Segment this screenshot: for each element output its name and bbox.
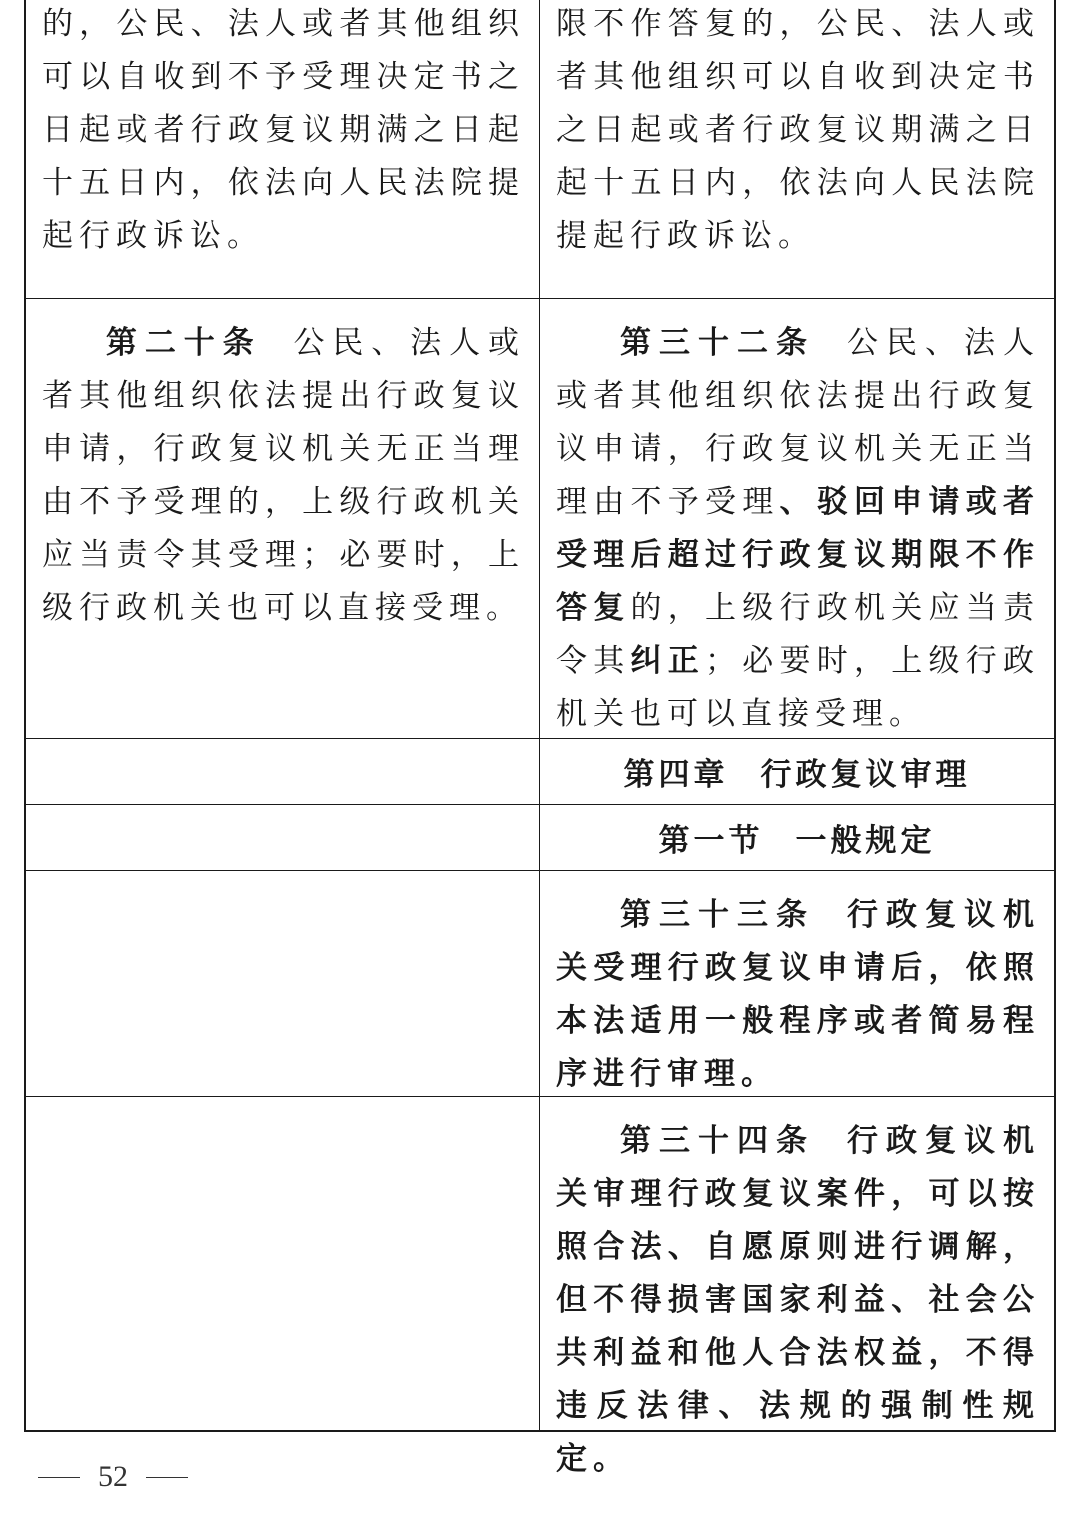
article-text: 行政复议机关受理行政复议申请后，依照本法适用一般程序或者简易程序进行审理。 [556, 897, 1040, 1092]
old-text-continuation: 的，公民、法人或者其他组织可以自收到不予受理决定书之日起或者行政复议期满之日起十五日内，依法向人民法院提起行政诉讼。 [42, 6, 525, 254]
left-cell-empty [26, 805, 540, 870]
dash-left [38, 1477, 80, 1478]
right-cell [540, 739, 1054, 804]
article-number: 第三十三条 [618, 897, 815, 933]
section-heading [659, 815, 936, 860]
right-cell [540, 1097, 1054, 1477]
chapter-title: 行政复议审理 [760, 757, 971, 793]
section-label: 第一节 [658, 823, 764, 859]
right-cell [540, 299, 1054, 738]
new-text-continuation: 限不作答复的，公民、法人或者其他组织可以自收到决定书之日起或者行政复议期满之日起十五日内，依法向人民法院提起行政诉讼。 [556, 6, 1040, 254]
right-cell [540, 871, 1054, 1096]
table-row [26, 0, 1054, 298]
article-text: 的，上级行政机关应当责令其 [556, 590, 1040, 679]
left-cell [26, 0, 540, 298]
table-row [26, 804, 1054, 870]
page-number: 52 [98, 1460, 128, 1493]
article-text: 行政复议机关审理行政复议案件，可以按照合法、自愿原则进行调解，但不得损害国家利益、社会公共利益和他人合法权益，不得违反法律、法规的强制性规定。 [556, 1123, 1040, 1477]
table-row [26, 738, 1054, 804]
article-text: ；必要时，上级行政机关也可以直接受理。 [556, 643, 1040, 732]
left-cell-empty [26, 871, 540, 1096]
amended-text: 、驳回申请或者受理后超过行政复议期限不作答复 [556, 484, 1040, 626]
left-cell-empty [26, 1097, 540, 1430]
table-row [26, 870, 1054, 1096]
chapter-heading [624, 749, 971, 794]
article-number: 第三十四条 [618, 1123, 815, 1159]
old-article-20 [42, 317, 525, 635]
dash-right [146, 1477, 188, 1478]
page-footer [38, 1460, 188, 1494]
new-article-32 [556, 317, 1040, 741]
left-cell-empty [26, 739, 540, 804]
article-number: 第二十条 [104, 325, 262, 361]
table-row [26, 298, 1054, 738]
right-cell [540, 0, 1054, 298]
amended-text: 纠正 [630, 643, 705, 679]
right-cell [540, 805, 1054, 870]
chapter-label: 第四章 [623, 757, 729, 793]
article-text: 公民、法人或者其他组织依法提出行政复议申请，行政复议机关无正当理由不予受理的，上级行政机关应当责令其受理；必要时，上级行政机关也可以直接受理。 [42, 325, 526, 626]
new-article-34 [556, 1115, 1040, 1486]
article-text: 公民、法人或者其他组织依法提出行政复议申请，行政复议机关无正当理由不予受理 [556, 325, 1040, 520]
left-cell [26, 299, 540, 738]
new-article-33 [556, 889, 1040, 1101]
section-title: 一般规定 [795, 823, 936, 859]
article-number: 第三十二条 [618, 325, 815, 361]
